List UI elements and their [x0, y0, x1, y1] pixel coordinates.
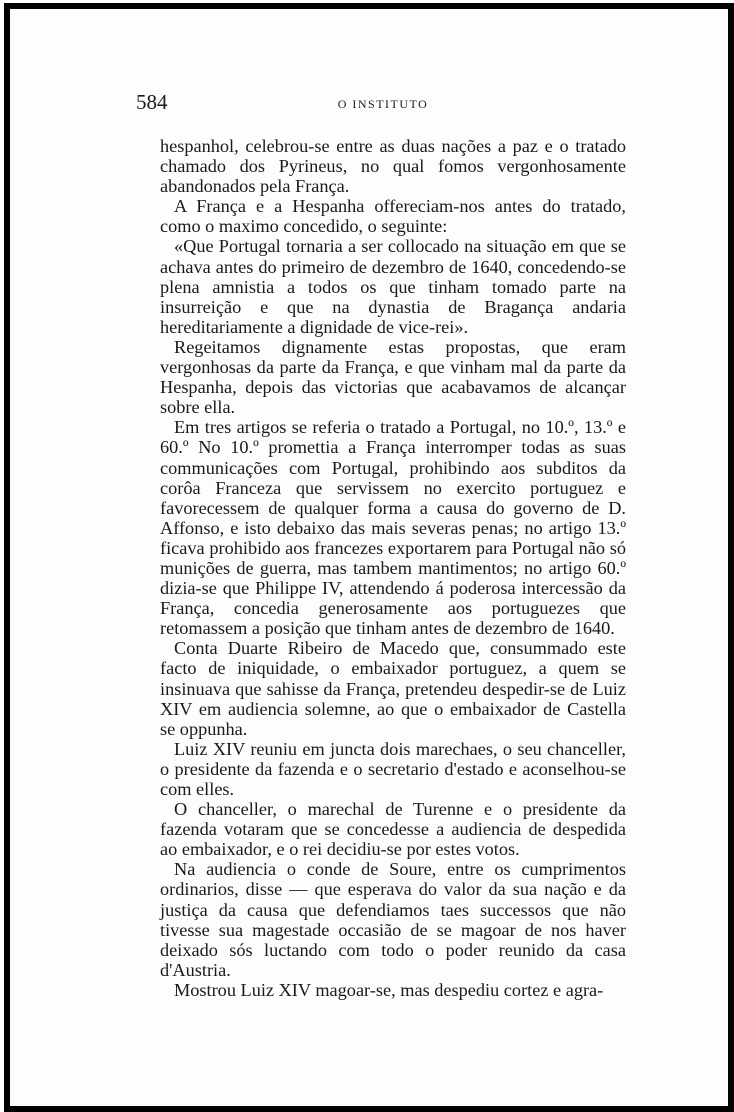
paragraph: Regeitamos dignamente estas propostas, que eram vergonhosas da parte da França, e que vinham mal da parte da Hespanha, depois das victorias que acabavamos de alcançar sobre ella. — [160, 336, 626, 418]
paragraph: Conta Duarte Ribeiro de Macedo que, consummado este facto de iniquidade, o embaixador portuguez, a quem se insinuava que sahisse da França, pretendeu despedir-se de Luiz XIV em audiencia solemne, ao que o embaixador de Castella se oppunha. — [160, 638, 626, 739]
paragraph: Em tres artigos se referia o tratado a Portugal, no 10.º, 13.º e 60.º No 10.º promettia a França interromper todas as suas communicações com Portugal, prohibindo aos subditos da corôa Franceza que servissem no exercito portuguez e favorecessem de qualquer forma a causa do governo de D. Affonso, e isto debaixo das mais severas penas; no artigo 13.º ficava prohibido aos francezes exportarem para Portugal não só munições de guerra, mas tambem mantimentos; no artigo 60.º dizia-se que Philippe IV, attendendo á poderosa intercessão da França, concedia generosamente aos portuguezes que retomassem a posição que tinham antes de dezembro de 1640. — [160, 417, 626, 639]
page-number: 584 — [136, 90, 168, 114]
body-text — [160, 136, 626, 1000]
paragraph: Luiz XIV reuniu em juncta dois marechaes, o seu chanceller, o presidente da fazenda e o secretario d'estado e aconselhou-se com elles. — [160, 738, 626, 799]
paragraph: Na audiencia o conde de Soure, entre os cumprimentos ordinarios, disse — que esperava do valor da sua nação e da justiça da causa que defendiamos taes successos que não tivesse sua magestade occasião de se magoar de nos haver deixado sós luctando com todo o poder reunido da casa d'Austria. — [160, 859, 626, 980]
running-title: O INSTITUTO — [337, 97, 429, 111]
paragraph: Mostrou Luiz XIV magoar-se, mas despediu cortez e agra- — [174, 979, 604, 1000]
paragraph: A França e a Hespanha offereciam-nos antes do tratado, como o maximo concedido, o seguinte: — [160, 196, 626, 237]
paragraph: hespanhol, celebrou-se entre as duas nações a paz e o tratado chamado dos Pyrineus, no qual fomos vergonhosamente abandonados pela França. — [160, 136, 626, 197]
paragraph: «Que Portugal tornaria a ser collocado na situação em que se achava antes do primeiro de dezembro de 1640, concedendo-se plena amnistia a todos os que tinham tomado parte na insurreição e que na dynastia de Bragança andaria hereditariamente a dignidade de vice-rei». — [160, 236, 626, 337]
page-header — [136, 90, 630, 120]
paragraph: O chanceller, o marechal de Turenne e o presidente da fazenda votaram que se concedesse a audiencia de despedida ao embaixador, e o rei decidiu-se por estes votos. — [160, 799, 626, 860]
